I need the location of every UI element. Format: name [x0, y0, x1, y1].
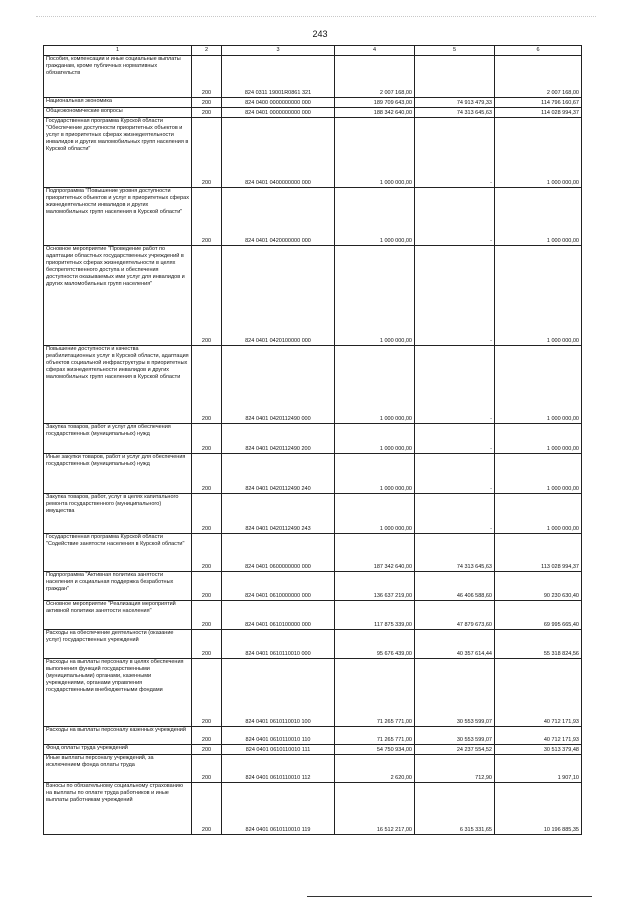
row-name: Расходы на выплаты персоналу казенных учреждений [44, 727, 192, 745]
row-unexecuted: 55 318 824,56 [495, 630, 582, 659]
table-row [44, 424, 582, 454]
row-unexecuted: 30 513 379,48 [495, 745, 582, 755]
row-approved: 187 342 640,00 [335, 534, 415, 572]
row-classifier: 824 0401 0610110010 119 [222, 783, 335, 835]
row-approved: 1 000 000,00 [335, 454, 415, 494]
row-executed: 46 406 588,60 [415, 572, 495, 601]
header-col-5: 5 [415, 46, 495, 56]
row-code: 200 [192, 783, 222, 835]
row-name: Закупка товаров, работ, услуг в целях капитального ремонта государственного (муниципального) имущества [44, 494, 192, 534]
row-classifier: 824 0401 0610000000 000 [222, 572, 335, 601]
row-approved: 1 000 000,00 [335, 118, 415, 188]
row-approved: 71 265 771,00 [335, 659, 415, 727]
row-code: 200 [192, 572, 222, 601]
row-name: Иные выплаты персоналу учреждений, за исключением фонда оплаты труда [44, 755, 192, 783]
row-executed [415, 56, 495, 98]
table-row [44, 659, 582, 727]
row-approved: 95 676 439,00 [335, 630, 415, 659]
row-name: Подпрограмма "Повышение уровня доступности приоритетных объектов и услуг в приоритетных сферах жизнедеятельности инвалидов и других маломобильных групп населения в Курской области" [44, 188, 192, 246]
row-classifier: 824 0401 0600000000 000 [222, 534, 335, 572]
row-executed: - [415, 118, 495, 188]
row-code: 200 [192, 56, 222, 98]
row-executed: 74 313 645,63 [415, 108, 495, 118]
row-name: Взносы по обязательному социальному страхованию на выплаты по оплате труда работников и иные выплаты работникам учреждений [44, 783, 192, 835]
row-approved: 16 512 217,00 [335, 783, 415, 835]
row-approved: 1 000 000,00 [335, 424, 415, 454]
row-code: 200 [192, 98, 222, 108]
row-code: 200 [192, 424, 222, 454]
row-executed: 30 553 599,07 [415, 659, 495, 727]
row-classifier: 824 0401 0420112490 000 [222, 346, 335, 424]
row-unexecuted: 1 000 000,00 [495, 424, 582, 454]
row-code: 200 [192, 108, 222, 118]
row-classifier: 824 0401 0420100000 000 [222, 246, 335, 346]
table-row [44, 454, 582, 494]
row-classifier: 824 0401 0420112490 240 [222, 454, 335, 494]
row-classifier: 824 0401 0420112490 243 [222, 494, 335, 534]
row-name: Пособия, компенсации и иные социальные выплаты гражданам, кроме публичных нормативных обязательств [44, 56, 192, 98]
table-row [44, 783, 582, 835]
row-classifier: 824 0401 0610110010 111 [222, 745, 335, 755]
row-code: 200 [192, 246, 222, 346]
header-col-1: 1 [44, 46, 192, 56]
row-classifier: 824 0401 0610110010 100 [222, 659, 335, 727]
row-unexecuted: 69 995 665,40 [495, 601, 582, 630]
row-code: 200 [192, 118, 222, 188]
row-code: 200 [192, 534, 222, 572]
table-row [44, 108, 582, 118]
row-unexecuted: 1 907,10 [495, 755, 582, 783]
table-row [44, 534, 582, 572]
header-col-2: 2 [192, 46, 222, 56]
table-row [44, 98, 582, 108]
row-classifier: 824 0401 0420112490 200 [222, 424, 335, 454]
row-name: Национальная экономика [44, 98, 192, 108]
row-classifier: 824 0401 0400000000 000 [222, 118, 335, 188]
table-row [44, 745, 582, 755]
budget-table [43, 45, 582, 835]
row-unexecuted: 1 000 000,00 [495, 246, 582, 346]
header-col-4: 4 [335, 46, 415, 56]
row-name: Государственная программа Курской области "Обеспечение доступности приоритетных объектов и услуг в приоритетных сферах жизнедеятельности инвалидов и других маломобильных групп населения в Курской области" [44, 118, 192, 188]
row-classifier: 824 0401 0000000000 000 [222, 108, 335, 118]
row-approved: 189 709 643,00 [335, 98, 415, 108]
row-executed: - [415, 246, 495, 346]
table-row [44, 572, 582, 601]
row-approved: 188 342 640,00 [335, 108, 415, 118]
table-row [44, 601, 582, 630]
row-name: Фонд оплаты труда учреждений [44, 745, 192, 755]
row-unexecuted: 1 000 000,00 [495, 454, 582, 494]
row-classifier: 824 0401 0610110010 112 [222, 755, 335, 783]
header-row [44, 46, 582, 56]
row-executed: - [415, 188, 495, 246]
row-code: 200 [192, 659, 222, 727]
row-code: 200 [192, 727, 222, 745]
row-executed: - [415, 346, 495, 424]
row-executed: - [415, 424, 495, 454]
row-classifier: 824 0401 0420000000 000 [222, 188, 335, 246]
row-executed: 74 313 645,63 [415, 534, 495, 572]
page-number: 243 [312, 29, 328, 39]
row-executed: 40 357 614,44 [415, 630, 495, 659]
row-executed: 712,90 [415, 755, 495, 783]
row-name: Расходы на обеспечение деятельности (оказание услуг) государственных учреждений [44, 630, 192, 659]
row-code: 200 [192, 755, 222, 783]
row-classifier: 824 0311 19001R0861 321 [222, 56, 335, 98]
table-row [44, 56, 582, 98]
table-row [44, 188, 582, 246]
row-approved: 1 000 000,00 [335, 346, 415, 424]
table-row [44, 727, 582, 745]
row-approved: 54 750 934,00 [335, 745, 415, 755]
row-unexecuted: 40 712 171,93 [495, 659, 582, 727]
row-unexecuted: 1 000 000,00 [495, 188, 582, 246]
row-name: Основное мероприятие "Проведение работ по адаптации областных государственных учреждений в приоритетных сферах жизнедеятельности в целях беспрепятственного доступа и обеспечения доступности оказываемых ими услуг для инвалидов и других маломобильных групп населения" [44, 246, 192, 346]
table-row [44, 118, 582, 188]
row-code: 200 [192, 454, 222, 494]
table-row [44, 755, 582, 783]
row-code: 200 [192, 601, 222, 630]
row-classifier: 824 0401 0610110010 000 [222, 630, 335, 659]
row-executed: 6 315 331,65 [415, 783, 495, 835]
row-approved: 2 620,00 [335, 755, 415, 783]
row-approved: 71 265 771,00 [335, 727, 415, 745]
row-name: Основное мероприятие "Реализация мероприятий активной политики занятости населения" [44, 601, 192, 630]
row-unexecuted: 1 000 000,00 [495, 346, 582, 424]
row-approved: 1 000 000,00 [335, 188, 415, 246]
row-name: Повышение доступности и качества реабилитационных услуг в Курской области, адаптация объектов социальной инфраструктуры в приоритетных сферах жизнедеятельности инвалидов и других маломобильных групп населения в Курской области [44, 346, 192, 424]
scan-artifact-line [36, 16, 596, 18]
row-approved: 2 007 168,00 [335, 56, 415, 98]
footer-rule [307, 896, 592, 897]
row-approved: 117 875 339,00 [335, 601, 415, 630]
row-executed: 74 913 479,33 [415, 98, 495, 108]
row-name: Подпрограмма "Активная политика занятости населения и социальная поддержка безработных граждан" [44, 572, 192, 601]
row-unexecuted: 113 028 994,37 [495, 534, 582, 572]
row-unexecuted: 1 000 000,00 [495, 494, 582, 534]
row-approved: 136 637 219,00 [335, 572, 415, 601]
row-unexecuted: 2 007 168,00 [495, 56, 582, 98]
row-code: 200 [192, 346, 222, 424]
row-approved: 1 000 000,00 [335, 494, 415, 534]
table-row [44, 346, 582, 424]
row-classifier: 824 0400 0000000000 000 [222, 98, 335, 108]
row-name: Иные закупки товаров, работ и услуг для обеспечения государственных (муниципальных) нужд [44, 454, 192, 494]
header-col-6: 6 [495, 46, 582, 56]
row-unexecuted: 40 712 171,93 [495, 727, 582, 745]
row-code: 200 [192, 188, 222, 246]
row-executed: - [415, 454, 495, 494]
row-unexecuted: 114 796 160,67 [495, 98, 582, 108]
row-executed: 47 879 673,60 [415, 601, 495, 630]
row-approved: 1 000 000,00 [335, 246, 415, 346]
row-name: Общеэкономические вопросы [44, 108, 192, 118]
row-classifier: 824 0401 0610100000 000 [222, 601, 335, 630]
table-row [44, 630, 582, 659]
table-row [44, 494, 582, 534]
row-unexecuted: 1 000 000,00 [495, 118, 582, 188]
row-unexecuted: 10 196 885,35 [495, 783, 582, 835]
row-unexecuted: 90 230 630,40 [495, 572, 582, 601]
row-name: Государственная программа Курской области "Содействие занятости населения в Курской области" [44, 534, 192, 572]
row-executed: - [415, 494, 495, 534]
row-code: 200 [192, 745, 222, 755]
table-row [44, 246, 582, 346]
row-classifier: 824 0401 0610110010 110 [222, 727, 335, 745]
row-unexecuted: 114 028 994,37 [495, 108, 582, 118]
row-name: Закупка товаров, работ и услуг для обеспечения государственных (муниципальных) нужд [44, 424, 192, 454]
row-name: Расходы на выплаты персоналу в целях обеспечения выполнения функций государственными (муниципальными) органами, казенными учреждениями, органами управления государственными внебюджетными фондами [44, 659, 192, 727]
row-code: 200 [192, 494, 222, 534]
row-executed: 24 237 554,52 [415, 745, 495, 755]
header-col-3: 3 [222, 46, 335, 56]
row-executed: 30 553 599,07 [415, 727, 495, 745]
row-code: 200 [192, 630, 222, 659]
